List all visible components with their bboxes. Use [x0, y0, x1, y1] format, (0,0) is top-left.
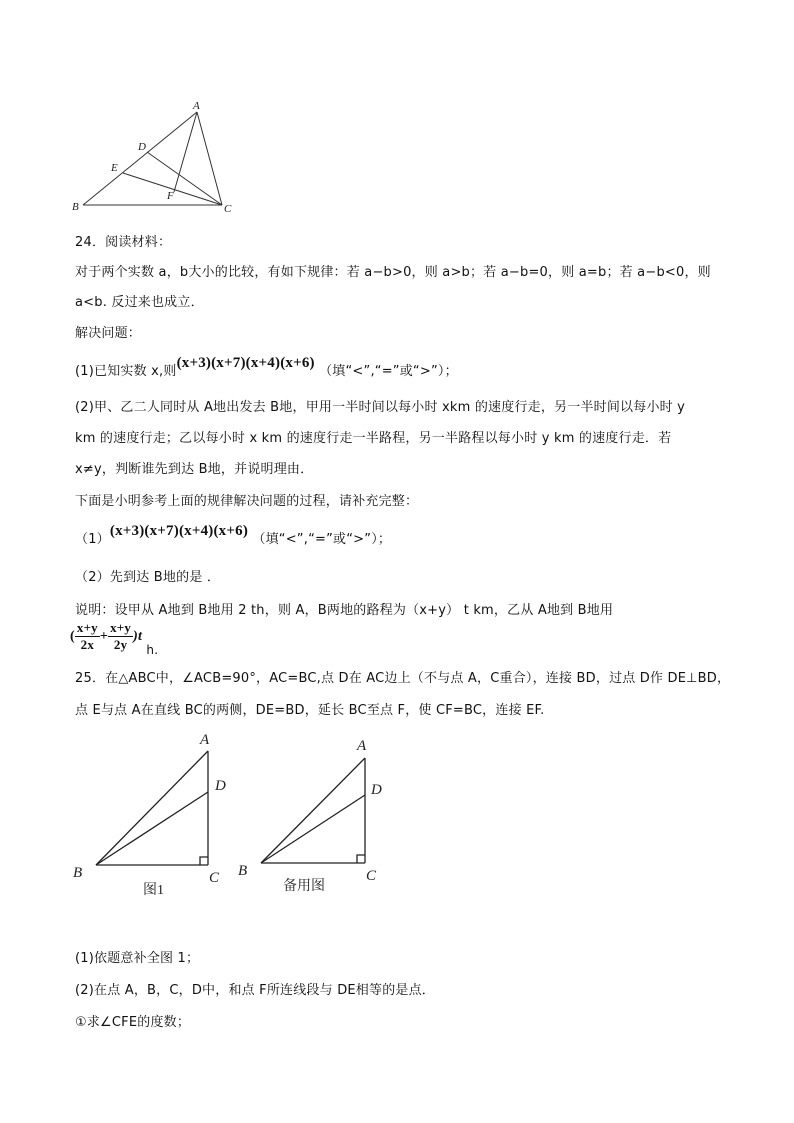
- segment-bd: [261, 795, 365, 863]
- label-a: A: [357, 738, 367, 754]
- label-b: B: [73, 865, 83, 881]
- segment-ba: [261, 758, 365, 863]
- fraction-x-plus-y-over-2y: [108, 620, 133, 653]
- label-e: E: [111, 162, 118, 174]
- segment-af: [174, 112, 197, 192]
- q24-explanation: 说明：设甲从 A地到 B地用 2 th，则 A，B两地的路程为（x+y） t km，乙从 A地到 B地用: [75, 603, 614, 618]
- label-b: B: [238, 863, 248, 879]
- right-angle-mark: [200, 857, 208, 865]
- q24-rule-line1: 对于两个实数 a，b大小的比较，有如下规律：若 a−b>0，则 a>b；若 a−b=0，则 a=b；若 a−b<0，则: [75, 265, 711, 280]
- q25-sub1: (1)依题意补全图 1；: [75, 951, 200, 966]
- figure-caption: 图1: [143, 883, 164, 898]
- label-d: D: [371, 782, 382, 798]
- q24-part2-line1: (2)甲、乙二人同时从 A地出发去 B地，甲用一半时间以每小时 xkm 的速度行走，另一半时间以每小时 y: [75, 400, 686, 415]
- label-a: A: [200, 732, 210, 748]
- segment-bd: [96, 792, 208, 865]
- q24-title: 24．阅读材料：: [75, 235, 172, 250]
- right-angle-mark: [357, 855, 365, 863]
- open-paren: (: [70, 629, 75, 644]
- segment-ac: [197, 112, 222, 205]
- fraction2-denominator: 2y: [113, 637, 128, 652]
- q24-answer1: [75, 523, 392, 547]
- fraction2-numerator: x+y: [110, 620, 132, 635]
- figure-caption: 备用图: [283, 879, 325, 894]
- q25-sub2: (2)在点 A，B，C，D中，和点 F所连线段与 DE相等的是点．: [75, 983, 436, 998]
- right-triangle-backup-figure: [225, 720, 395, 900]
- q24-answer1-expression: (x+3)(x+7)(x+4)(x+6): [109, 523, 249, 539]
- q24-part1-expression: (x+3)(x+7)(x+4)(x+6): [176, 355, 315, 371]
- q24-answer2: （2）先到达 B地的是 ．: [75, 570, 221, 585]
- triangle-figure-top: [60, 95, 260, 220]
- label-c: C: [209, 870, 220, 886]
- label-f: F: [167, 190, 174, 202]
- fraction1-numerator: x+y: [76, 620, 98, 635]
- label-c: C: [366, 868, 377, 884]
- unit-hours: h.: [146, 643, 159, 657]
- plus-sign: +: [99, 629, 109, 644]
- label-d: D: [215, 778, 226, 794]
- q25-sub3: ①求∠CFE的度数；: [75, 1015, 191, 1030]
- q24-rule-line2: a<b. 反过来也成立．: [75, 295, 204, 310]
- right-triangle-figure-1: [60, 720, 230, 900]
- label-d: D: [138, 141, 146, 153]
- q24-part1-suffix: （填“<”,“=”或“>”）；: [319, 364, 458, 379]
- q24-part1: [75, 355, 458, 379]
- segment-dc: [147, 152, 222, 205]
- q24-fraction-expression: [70, 620, 159, 657]
- label-b: B: [72, 201, 79, 213]
- q24-solve-heading: 解决问题：: [75, 326, 142, 341]
- q25-line1: 25．在△ABC中，∠ACB=90°，AC=BC,点 D在 AC边上（不与点 A，C重合），连接 BD，过点 D作 DE⊥BD，: [75, 671, 731, 686]
- q24-part2-line2: km 的速度行走；乙以每小时 x km 的速度行走一半路程，另一半路程以每小时 y km 的速度行走．若: [75, 431, 672, 446]
- q25-line2: 点 E与点 A在直线 BC的两侧，DE=BD，延长 BC至点 F，使 CF=BC，连接 EF.: [75, 703, 545, 718]
- fraction-x-plus-y-over-2x: [75, 620, 100, 653]
- q24-process-intro: 下面是小明参考上面的规律解决问题的过程，请补充完整：: [75, 494, 419, 509]
- close-paren-t: )t: [133, 629, 143, 644]
- segment-ba: [96, 751, 208, 865]
- q24-answer1-prefix: （1）: [75, 532, 110, 547]
- q24-part2-line3: x≠y，判断谁先到达 B地，并说明理由．: [75, 462, 314, 477]
- label-c: C: [224, 203, 232, 215]
- q24-answer1-suffix: （填“<”,“=”或“>”）；: [252, 532, 392, 547]
- label-a: A: [193, 100, 200, 112]
- q24-part1-prefix: (1)已知实数 x,则: [75, 364, 177, 379]
- fraction1-denominator: 2x: [80, 637, 95, 652]
